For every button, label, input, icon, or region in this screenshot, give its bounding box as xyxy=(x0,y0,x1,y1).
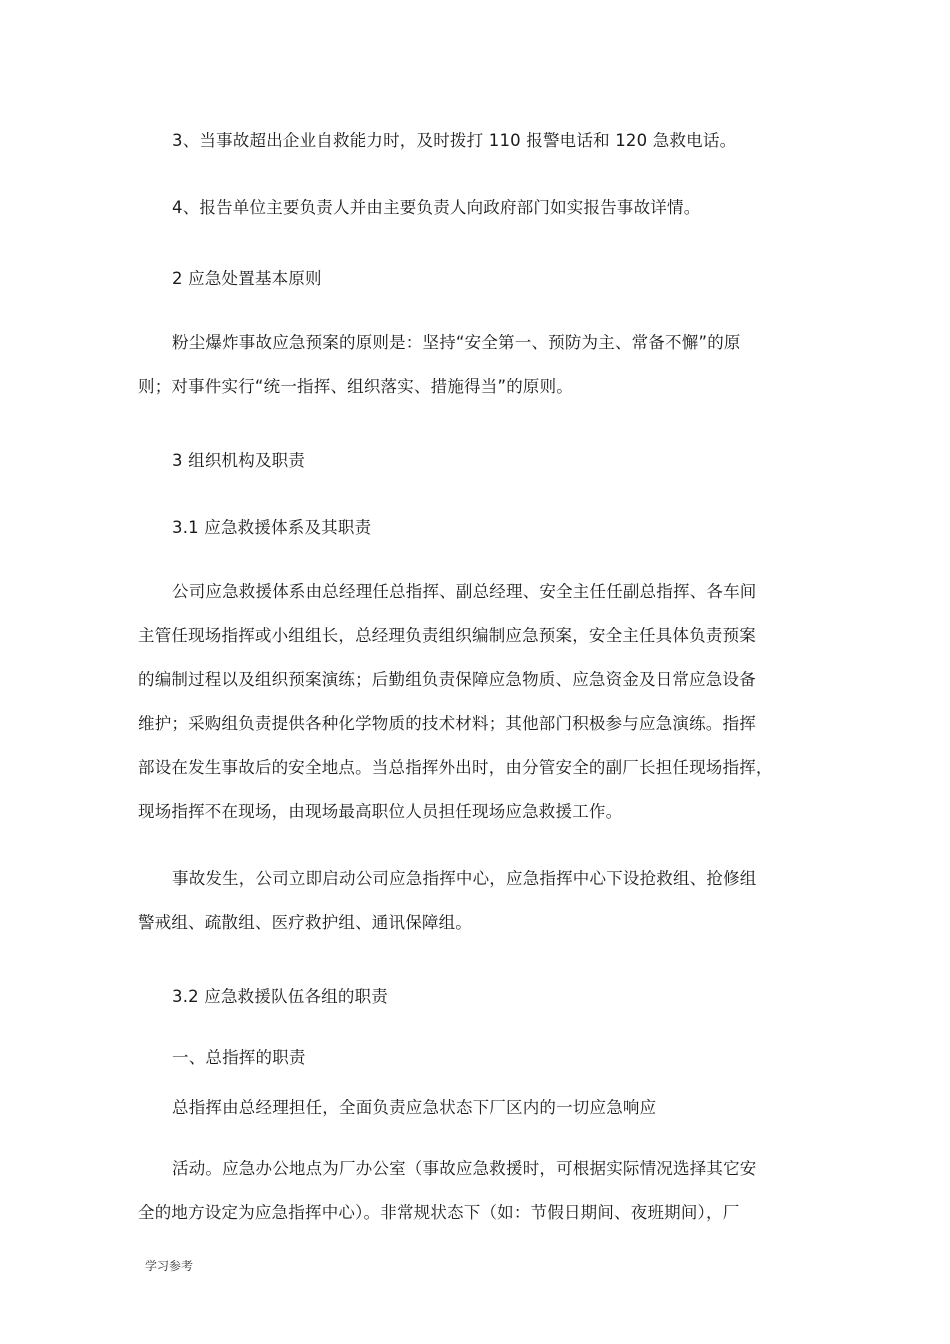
heading-commander-duties: 一、总指挥的职责 xyxy=(172,1048,306,1067)
section-heading-2: 2 应急处置基本原则 xyxy=(172,269,322,288)
paragraph-line: 全的地方设定为应急指挥中心）。非常规状态下（如：节假日期间、夜班期间），厂 xyxy=(138,1203,740,1222)
paragraph-step-4: 4、报告单位主要负责人并由主要负责人向政府部门如实报告事故详情。 xyxy=(172,198,701,217)
subsection-heading-3-1: 3.1 应急救援体系及其职责 xyxy=(172,518,372,537)
paragraph-line: 活动。应急办公地点为厂办公室（事故应急救援时，可根据实际情况选择其它安 xyxy=(172,1159,757,1178)
paragraph-line: 粉尘爆炸事故应急预案的原则是：坚持“安全第一、预防为主、常备不懈”的原 xyxy=(172,333,741,352)
paragraph-line: 部设在发生事故后的安全地点。当总指挥外出时，由分管安全的副厂长担任现场指挥， xyxy=(138,758,773,777)
subsection-heading-3-2: 3.2 应急救援队伍各组的职责 xyxy=(172,987,388,1006)
footer-note: 学习参考 xyxy=(145,1259,194,1273)
paragraph-line: 警戒组、疏散组、医疗救护组、通讯保障组。 xyxy=(138,913,472,932)
paragraph-line: 公司应急救援体系由总经理任总指挥、副总经理、安全主任任副总指挥、各车间 xyxy=(172,582,757,601)
paragraph-line: 维护；采购组负责提供各种化学物质的技术材料；其他部门积极参与应急演练。指挥 xyxy=(138,714,756,733)
paragraph-line: 现场指挥不在现场，由现场最高职位人员担任现场应急救援工作。 xyxy=(138,802,623,821)
paragraph-line: 总指挥由总经理担任，全面负责应急状态下厂区内的一切应急响应 xyxy=(172,1098,657,1117)
paragraph-line: 主管任现场指挥或小组组长，总经理负责组织编制应急预案，安全主任具体负责预案 xyxy=(138,626,756,645)
paragraph-line: 则；对事件实行“统一指挥、组织落实、措施得当”的原则。 xyxy=(138,377,573,396)
paragraph-line: 事故发生，公司立即启动公司应急指挥中心，应急指挥中心下设抢救组、抢修组 xyxy=(172,869,757,888)
paragraph-step-3: 3、当事故超出企业自救能力时，及时拨打 110 报警电话和 120 急救电话。 xyxy=(172,131,737,150)
section-heading-3: 3 组织机构及职责 xyxy=(172,451,306,470)
paragraph-line: 的编制过程以及组织预案演练；后勤组负责保障应急物质、应急资金及日常应急设备 xyxy=(138,670,756,689)
